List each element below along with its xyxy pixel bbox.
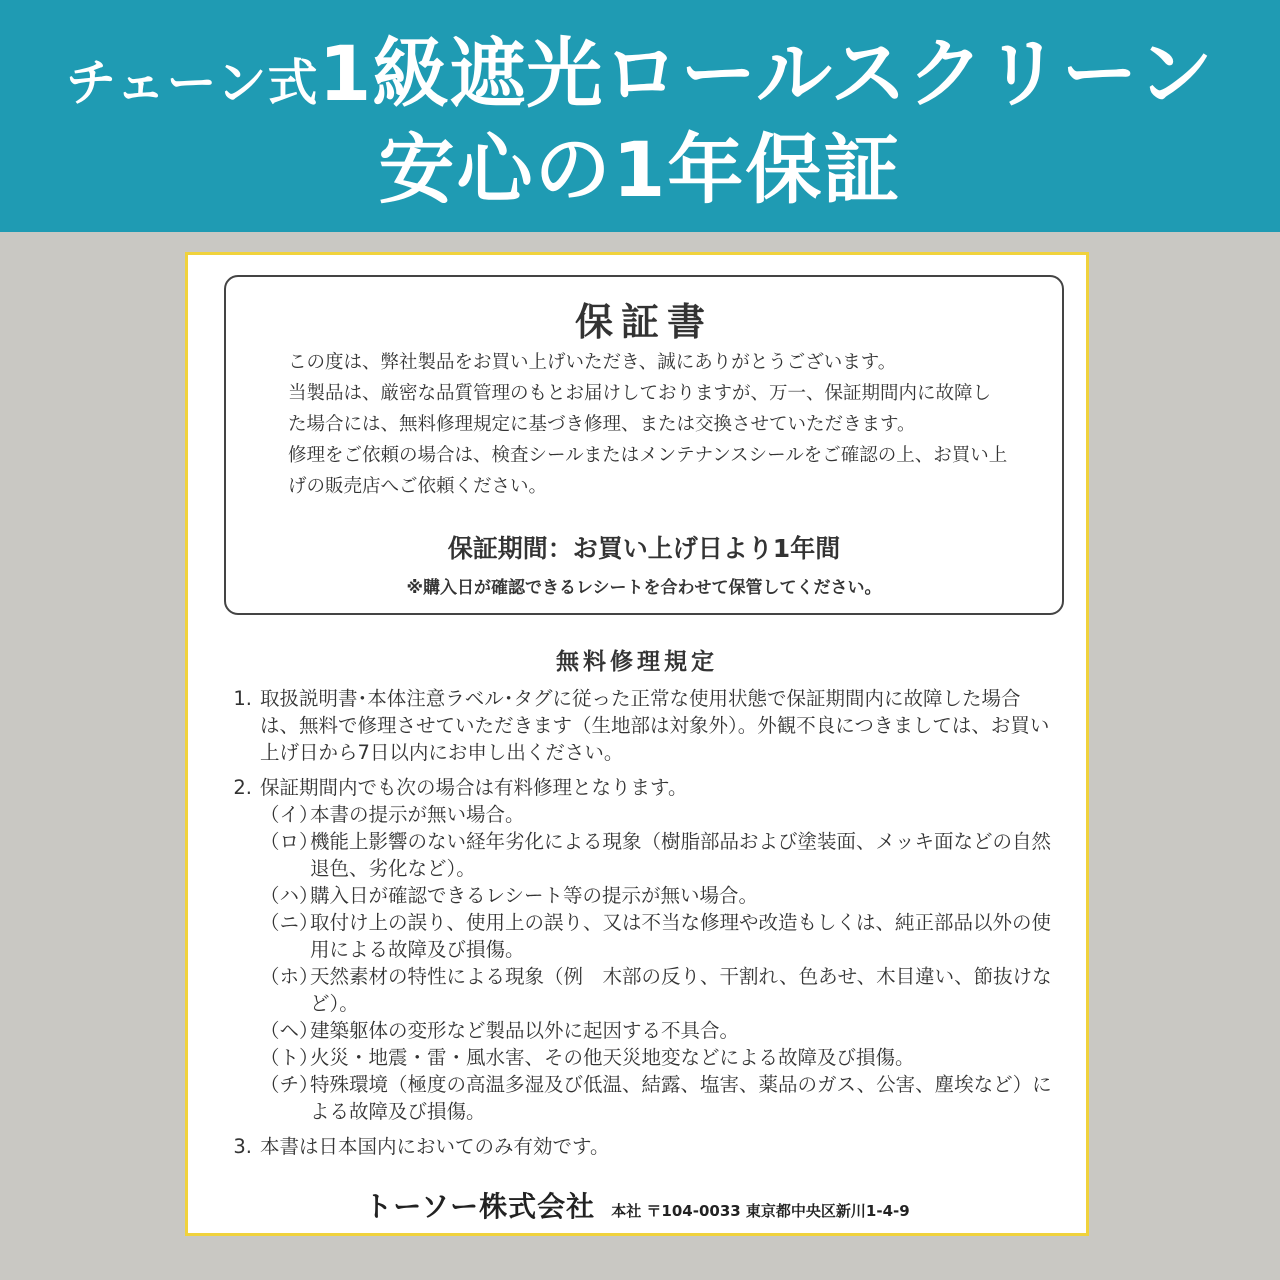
rules-list [216,685,1056,1168]
sub-marker: （ニ） [260,911,319,934]
warranty-paragraph: 修理をご依頼の場合は、検査シールまたはメンテナンスシールをご確認の上、お買い上げの販売店へご依頼ください。 [288,445,1008,497]
sub-marker: （ヘ） [260,1019,319,1042]
sub-marker: （ハ） [260,884,319,907]
sub-text: 購入日が確認できるレシート等の提示が無い場合。 [310,884,759,907]
rule-text: 本書は日本国内においてのみ有効です。 [260,1135,610,1158]
banner-product-name: 1級遮光ロールスクリーン [318,29,1215,118]
rule-sublist [260,801,1056,1125]
sub-item [260,1071,1056,1125]
warranty-text [288,347,1008,502]
banner-title [0,24,1280,133]
sub-item [260,909,1056,963]
rule-item [216,774,1056,1125]
rule-text: 保証期間内でも次の場合は有料修理となります。 [260,776,688,799]
warranty-box [224,275,1064,615]
banner-prefix: チェーン式 [65,54,319,112]
rule-item [216,1133,1056,1160]
rule-item [216,685,1056,766]
sub-text: 火災・地震・雷・風水害、その他天災地変などによる故障及び損傷。 [310,1046,915,1069]
rule-number: 2. [233,776,252,799]
company-name: トーソー株式会社 [364,1190,596,1223]
company-info [188,1185,1086,1225]
header-banner [0,0,1280,232]
banner-subtitle: 安心の1年保証 [378,125,902,214]
company-address: 本社 〒104-0033 東京都中央区新川1-4-9 [611,1202,910,1220]
sub-text: 取付け上の誤り、使用上の誤り、又は不当な修理や改造もしくは、純正部品以外の使用による故障及び損傷。 [310,911,1052,961]
sub-item [260,882,1056,909]
warranty-card [185,252,1089,1236]
sub-item [260,801,1056,828]
warranty-title: 保証書 [574,300,713,344]
warranty-period: 保証期間：お買い上げ日より1年間 [447,534,841,563]
rule-body [260,774,1056,1125]
rule-number: 3. [233,1135,252,1158]
sub-marker: （ホ） [260,965,319,988]
rule-number: 1. [233,687,252,710]
sub-item [260,1017,1056,1044]
sub-text: 機能上影響のない経年劣化による現象（樹脂部品および塗装面、メッキ面などの自然退色、劣化など）。 [310,830,1052,880]
sub-text: 建築躯体の変形など製品以外に起因する不具合。 [310,1019,740,1042]
sub-item [260,1044,1056,1071]
sub-text: 特殊環境（極度の高温多湿及び低温、結露、塩害、薬品のガス、公害、塵埃など）による故障及び損傷。 [310,1073,1052,1123]
warranty-paragraph: この度は、弊社製品をお買い上げいただき、誠にありがとうございます。 [288,352,897,373]
sub-item [260,963,1056,1017]
sub-marker: （ロ） [260,830,319,853]
rules-title: 無料修理規定 [556,649,718,675]
sub-text: 本書の提示が無い場合。 [310,803,525,826]
sub-marker: （イ） [260,803,319,826]
sub-text: 天然素材の特性による現象（例 木部の反り、干割れ、色あせ、木目違い、節抜けなど）。 [310,965,1052,1015]
sub-item [260,828,1056,882]
sub-marker: （チ） [260,1073,319,1096]
warranty-paragraph: 当製品は、厳密な品質管理のもとお届けしておりますが、万一、保証期間内に故障した場合には、無料修理規定に基づき修理、または交換させていただきます。 [288,383,992,435]
rule-text: 取扱説明書･本体注意ラベル･タグに従った正常な使用状態で保証期間内に故障した場合は、無料で修理させていただきます（生地部は対象外）。外観不良につきましては、お買い上げ日から7日以内にお申し出ください。 [260,687,1050,764]
sub-marker: （ト） [260,1046,319,1069]
warranty-note: ※購入日が確認できるレシートを合わせて保管してください。 [406,578,882,598]
